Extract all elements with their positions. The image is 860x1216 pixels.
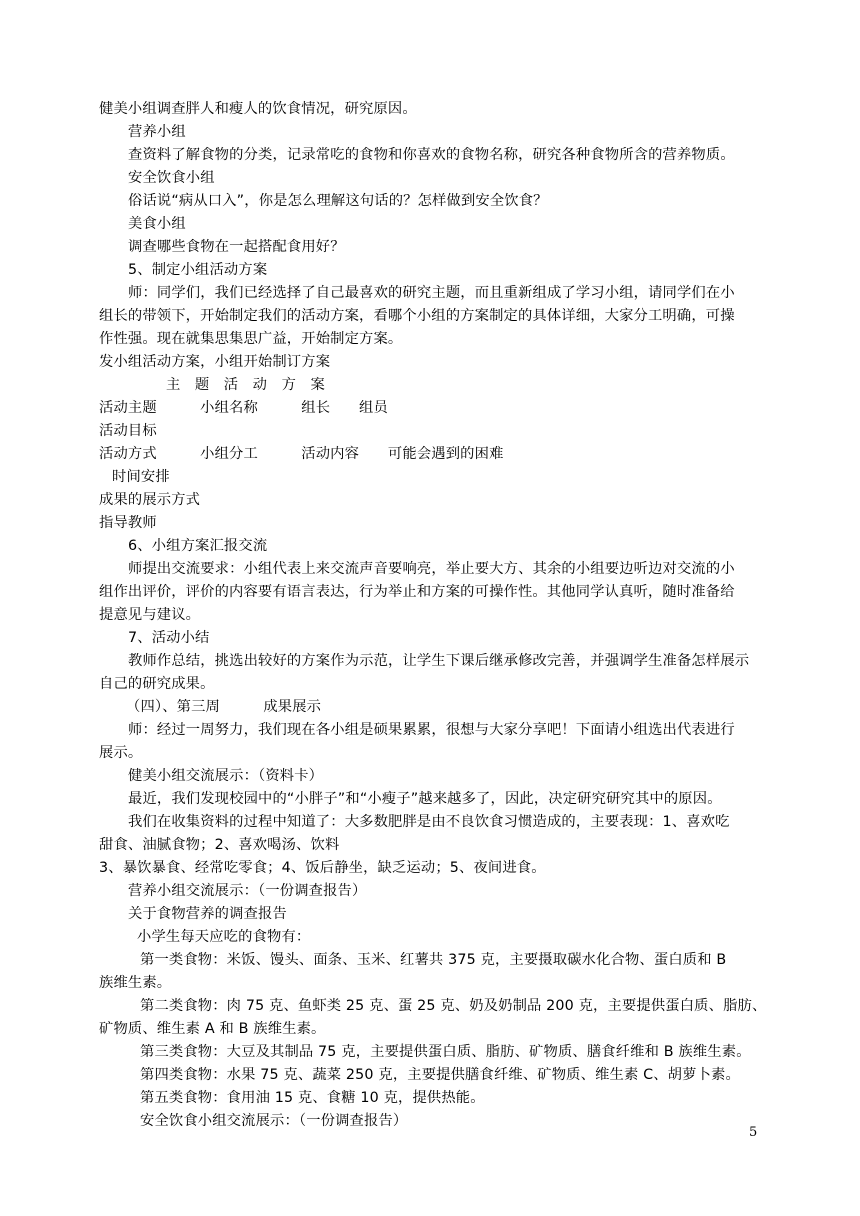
paragraph-line: 提意见与建议。 (99, 607, 201, 623)
paragraph-line: 俗话说“病从口入”，你是怎么理解这句话的？怎样做到安全饮食？ (128, 193, 548, 209)
paragraph-line: 美食小组 (128, 216, 186, 232)
paragraph-line: 第二类食物：肉 75 克、鱼虾类 25 克、蛋 25 克、奶及奶制品 200 克，主要提供蛋白质、脂肪、 (140, 998, 767, 1014)
section-heading: （四）、第三周 成果展示 (126, 699, 322, 715)
paragraph-line: 查资料了解食物的分类，记录常吃的食物和你喜欢的食物名称，研究各种食物所含的营养物质。 (128, 147, 735, 163)
paragraph-line: 第一类食物：米饭、馒头、面条、玉米、红薯共 375 克，主要摄取碳水化合物、蛋白质和 B (140, 952, 727, 968)
paragraph-line: 最近，我们发现校园中的“小胖子”和“小瘦子”越来越多了，因此，决定研究研究其中的原因。 (128, 791, 722, 807)
paragraph-line: 族维生素。 (99, 975, 172, 991)
paragraph-line: 师提出交流要求：小组代表上来交流声音要响亮，举止要大方、其余的小组要边听边对交流的小 (128, 561, 735, 577)
page-number: 5 (749, 1125, 758, 1140)
paragraph-line: 发小组活动方案，小组开始制订方案 (99, 354, 331, 370)
section-heading: 6、小组方案汇报交流 (128, 538, 268, 554)
plan-row: 指导教师 (99, 515, 157, 531)
paragraph-line: 关于食物营养的调查报告 (128, 906, 287, 922)
paragraph-line: 教师作总结，挑选出较好的方案作为示范，让学生下课后继承修改完善，并强调学生准备怎样展示 (128, 653, 750, 669)
plan-heading: 主 题 活 动 方 案 (166, 377, 325, 393)
paragraph-line: 甜食、油腻食物；2、喜欢喝汤、饮料 (99, 837, 340, 853)
paragraph-line: 自己的研究成果。 (99, 676, 215, 692)
paragraph-line: 作性强。现在就集思集思广益，开始制定方案。 (99, 331, 403, 347)
paragraph-line: 展示。 (99, 745, 143, 761)
paragraph-line: 健美小组交流展示：（资料卡） (128, 768, 324, 784)
plan-row: 活动主题 小组名称 组长 组员 (99, 400, 388, 416)
paragraph-line: 第四类食物：水果 75 克、蔬菜 250 克，主要提供膳食纤维、矿物质、维生素 C、胡萝卜素。 (140, 1067, 740, 1083)
paragraph-line: 营养小组 (128, 124, 186, 140)
paragraph-line: 组作出评价，评价的内容要有语言表达，行为举止和方案的可操作性。其他同学认真听，随时准备给 (99, 584, 735, 600)
plan-row: 成果的展示方式 (99, 492, 201, 508)
paragraph-line: 安全饮食小组交流展示：（一份调查报告） (140, 1113, 408, 1129)
paragraph-line: 营养小组交流展示：（一份调查报告） (128, 883, 367, 899)
section-heading: 7、活动小结 (128, 630, 210, 646)
paragraph-line: 健美小组调查胖人和瘦人的饮食情况，研究原因。 (99, 101, 417, 117)
plan-row: 活动目标 (99, 423, 157, 439)
paragraph-line: 矿物质、维生素 A 和 B 族维生素。 (99, 1021, 326, 1037)
paragraph-line: 小学生每天应吃的食物有： (137, 929, 311, 945)
paragraph-line: 我们在收集资料的过程中知道了：大多数肥胖是由不良饮食习惯造成的，主要表现：1、喜欢吃 (128, 814, 730, 830)
paragraph-line: 第五类食物：食用油 15 克、食糖 10 克，提供热能。 (140, 1090, 485, 1106)
plan-row: 时间安排 (112, 469, 170, 485)
paragraph-line: 师：同学们，我们已经选择了自己最喜欢的研究主题，而且重新组成了学习小组，请同学们在小 (128, 285, 735, 301)
paragraph-line: 第三类食物：大豆及其制品 75 克，主要提供蛋白质、脂肪、矿物质、膳食纤维和 B 族维生素。 (140, 1044, 751, 1060)
paragraph-line: 调查哪些食物在一起搭配食用好？ (128, 239, 345, 255)
paragraph-line: 3、暴饮暴食、经常吃零食；4、饭后静坐，缺乏运动；5、夜间进食。 (99, 860, 546, 876)
paragraph-line: 师：经过一周努力，我们现在各小组是硕果累累，很想与大家分享吧！下面请小组选出代表进行 (128, 722, 735, 738)
paragraph-line: 安全饮食小组 (128, 170, 215, 186)
paragraph-line: 组长的带领下，开始制定我们的活动方案，看哪个小组的方案制定的具体详细，大家分工明确，可操 (99, 308, 735, 324)
section-heading: 5、制定小组活动方案 (128, 262, 268, 278)
plan-row: 活动方式 小组分工 活动内容 可能会遇到的困难 (99, 446, 504, 462)
